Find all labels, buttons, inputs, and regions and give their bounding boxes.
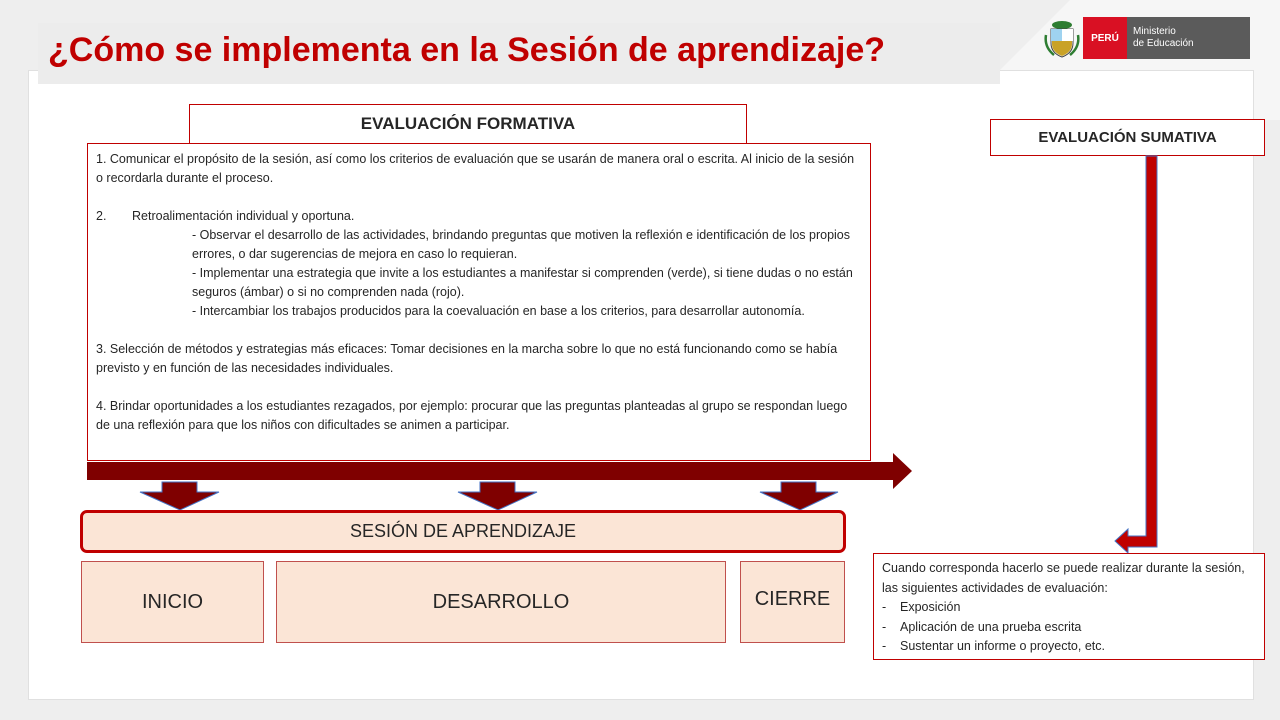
list-dash: - — [882, 600, 887, 614]
sumativa-heading: EVALUACIÓN SUMATIVA — [990, 119, 1265, 156]
list-dash: - — [882, 619, 887, 634]
sumativa-connector-arrow — [1115, 156, 1157, 553]
logo-peru-label: PERÚ — [1083, 17, 1127, 59]
down-arrow-cierre — [760, 482, 838, 510]
formativa-item-4: 4. Brindar oportunidades a los estudiantes rezagados, por ejemplo: procurar que las preguntas planteadas al grupo se respondan luego de una reflexión para que los niños con dificultades se animen a participar. — [96, 399, 848, 432]
formativa-item-2-sub-1: - Observar el desarrollo de las actividades, brindando preguntas que motiven la reflexión e identificación de los propios errores, o dar sugerencias de mejora en caso lo requieran. — [192, 228, 851, 261]
down-arrow-inicio — [140, 482, 219, 510]
phase-inicio: INICIO — [81, 561, 264, 643]
sumativa-item-3: Sustentar un informe o proyecto, etc. — [900, 639, 1105, 653]
list-item — [882, 637, 1256, 657]
phase-cierre: CIERRE — [740, 561, 845, 643]
formativa-heading: EVALUACIÓN FORMATIVA — [189, 104, 747, 144]
sumativa-list — [882, 598, 1256, 657]
sumativa-item-2: Aplicación de una prueba escrita — [900, 619, 1082, 634]
list-dash: - — [882, 639, 887, 653]
logo-ministry-line1: Ministerio — [1133, 26, 1176, 37]
formativa-item-2-title: Retroalimentación individual y oportuna. — [132, 209, 355, 223]
list-item — [882, 618, 1256, 638]
down-arrow-desarrollo — [458, 482, 537, 510]
sumativa-item-1: Exposición — [900, 600, 961, 614]
formativa-item-2-sub-3: - Intercambiar los trabajos producidos para la coevaluación en base a los criterios, para desarrollar autonomía. — [192, 304, 805, 318]
page-title: ¿Cómo se implementa en la Sesión de aprendizaje? — [48, 31, 886, 69]
formativa-item-1: 1. Comunicar el propósito de la sesión, así como los criterios de evaluación que se usarán de manera oral o escrita. Al inicio de la sesión o recordarla durante el proceso. — [96, 152, 855, 185]
sumativa-content — [873, 553, 1265, 660]
phase-desarrollo: DESARROLLO — [276, 561, 726, 643]
formativa-item-3: 3. Selección de métodos y estrategias más eficaces: Tomar decisiones en la marcha sobre lo que no está funcionando como se había previsto y en función de las necesidades individuales. — [96, 342, 838, 375]
formativa-item-2-number: 2. — [96, 209, 107, 223]
logo-ministry-line2: de Educación — [1133, 38, 1194, 49]
list-item — [882, 598, 1256, 618]
sesion-aprendizaje-bar: SESIÓN DE APRENDIZAJE — [80, 510, 846, 553]
sumativa-intro: Cuando corresponda hacerlo se puede realizar durante la sesión, las siguientes actividades de evaluación: — [882, 561, 1245, 595]
formativa-item-2-sub-2: - Implementar una estrategia que invite a los estudiantes a manifestar si comprenden (verde), si tiene dudas o no están seguros (ámbar) o si no comprenden nada (rojo). — [192, 266, 853, 299]
